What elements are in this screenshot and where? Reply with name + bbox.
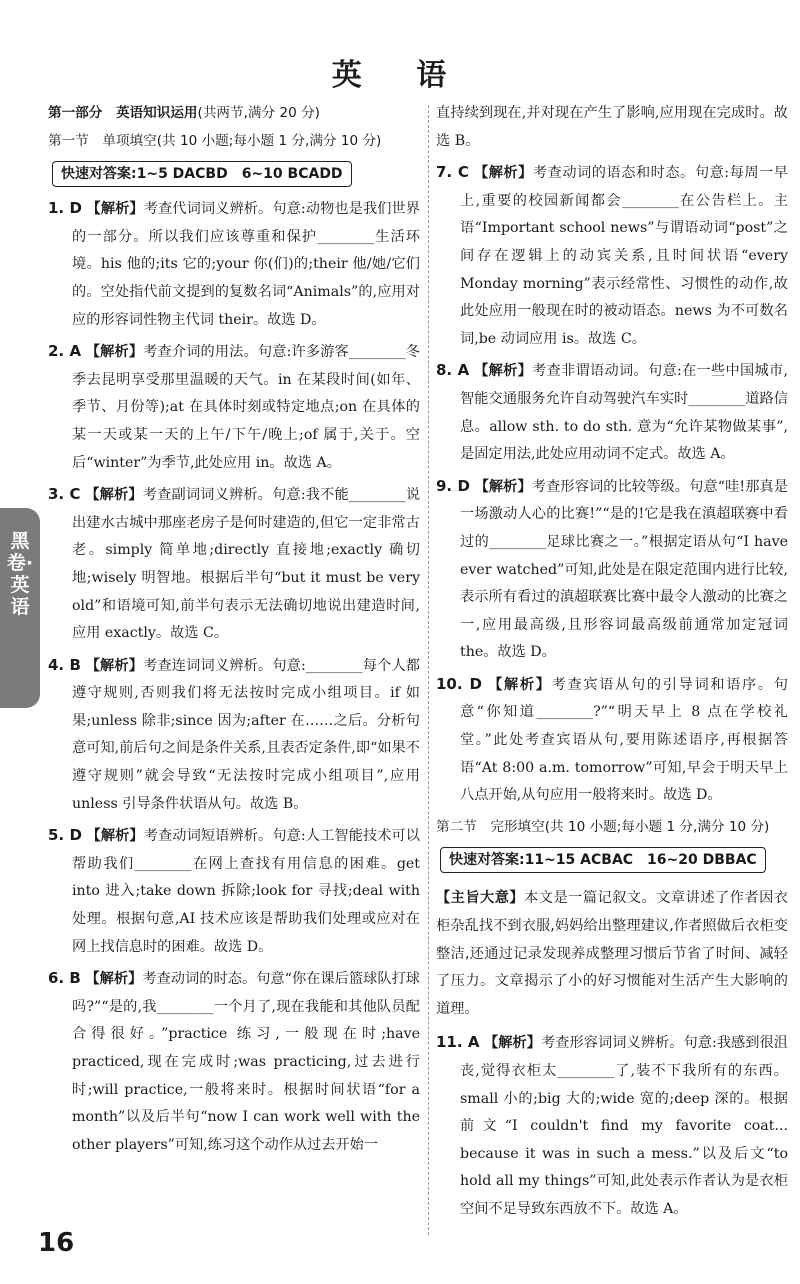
part-heading <box>48 100 420 128</box>
q10-tag: 【解析】 <box>488 676 552 693</box>
question-3 <box>48 481 420 648</box>
part-title: 第一部分 英语知识运用 <box>48 105 198 121</box>
q10-explanation: 考查宾语从句的引导词和语序。句意“你知道________?”“明天早上 8 点在学校礼堂。”此处考查宾语从句,要用陈述语序,再根据答语“At 8:00 a.m. tomorrow”可知,早会于明天早上八点开始,从句应用一般将来时。故选 D。 <box>460 676 788 804</box>
main-idea <box>436 885 788 1023</box>
q7-tag: 【解析】 <box>473 165 533 182</box>
page-title: 英 语 <box>331 58 469 93</box>
q3-explanation: 考查副词词义辨析。句意:我不能________说出建水古城中那座老房子是何时建造的,但它一定非常古老。simply 简单地;directly 直接地;exactly 确切地;wisely 明智地。根据后半句“but it must be very old”和语境可知,前半句表示无法确切地说出建造时间,应用 exactly。故选 C。 <box>72 487 421 642</box>
q11-tag: 【解析】 <box>484 1035 542 1052</box>
question-1 <box>48 195 420 334</box>
section1-heading <box>48 128 420 156</box>
q11-explanation: 考查形容词词义辨析。句意:我感到很沮丧,觉得衣柜太________了,装不下我所有的东西。small 小的;big 大的;wide 宽的;deep 深的。根据前文“I couldn't find my favorite coat... because it was in such a mess.”以及后文“to hold all my things”可知,此处表示作者认为是衣柜空间不足导致东西放不下。故选 A。 <box>460 1035 788 1217</box>
side-tab-label: 黑卷·英语 <box>6 530 34 618</box>
q8-number: 8. A <box>436 361 470 380</box>
q5-tag: 【解析】 <box>86 828 144 845</box>
right-column <box>436 100 788 1228</box>
question-7 <box>436 159 788 353</box>
q6-explanation: 考查动词的时态。句意“你在课后篮球队打球吗?”“是的,我________一个月了,现在我能和其他队员配合得很好。”practice 练习,一般现在时;have practiced,现在完成时;was practicing,过去进行时;will practice,一般将来时。根据时间状语“for a month”以及后半句“now I can work well with the other players”可知,练习这个动作从过去开始一 <box>72 971 420 1153</box>
part-note: (共两节,满分 20 分) <box>197 105 320 121</box>
q3-number: 3. C <box>48 485 81 504</box>
page-number: 16 <box>38 1228 75 1258</box>
section1-title: 第一节 单项填空 <box>48 132 157 149</box>
q8-tag: 【解析】 <box>474 363 533 380</box>
quick-answers-2: 快速对答案:11~15 ACBAC 16~20 DBBAC <box>440 847 766 873</box>
q2-tag: 【解析】 <box>85 344 144 361</box>
left-column <box>48 100 420 1163</box>
q2-explanation: 考查介词的用法。句意:许多游客________冬季去昆明享受那里温暖的天气。in 在某段时间(如年、季节、月份等);at 在具体时刻或特定地点;on 在具体的某一天或某一天的上午/下午/晚上;of 属于,关于。空后“winter”为季节,此处应用 in。故选 A。 <box>72 344 420 471</box>
question-10 <box>436 671 788 810</box>
q8-explanation: 考查非谓语动词。句意:在一些中国城市,智能交通服务允许自动驾驶汽车实时________道路信息。allow sth. to do sth. 意为“允许某物做某事”,是固定用法,此处应用动词不定式。故选 A。 <box>460 363 789 463</box>
main-idea-text: 本文是一篇记叙文。文章讲述了作者因衣柜杂乱找不到衣服,妈妈给出整理建议,作者照做后衣柜变整洁,还通过记录发现养成整理习惯后节省了时间、减轻了压力。文章揭示了小的好习惯能对生活产生大影响的道理。 <box>436 890 788 1017</box>
q4-number: 4. B <box>48 655 81 674</box>
q6-tag: 【解析】 <box>85 971 143 988</box>
column-divider <box>428 105 429 1235</box>
quick-answers-1: 快速对答案:1~5 DACBD 6~10 BCADD <box>52 161 352 187</box>
q1-number: 1. D <box>48 199 82 218</box>
q4-explanation: 考查连词词义辨析。句意:________每个人都遵守规则,否则我们将无法按时完成小组项目。if 如果;unless 除非;since 因为;after 在……之后。分析句意可知,前后句之间是条件关系,且表否定条件,即“如果不遵守规则”就会导致“无法按时完成小组项目”,应用 unless 引导条件状语从句。故选 B。 <box>72 657 420 812</box>
q10-number: 10. D <box>436 674 482 693</box>
question-9 <box>436 473 788 667</box>
section2-note: (共 10 小题;每小题 1 分,满分 10 分) <box>544 818 770 835</box>
q3-tag: 【解析】 <box>85 487 143 504</box>
question-4 <box>48 652 420 819</box>
q7-explanation: 考查动词的语态和时态。句意:每周一早上,重要的校园新闻都会________在公告栏上。主语“Important school news”与谓语动词“post”之间存在逻辑上的动宾关系,且时间状语“every Monday morning”表示经常性、习惯性的动作,故此处应用一般现在时的被动语态。news 为不可数名词,be 动词应用 is。故选 C。 <box>460 165 788 347</box>
section1-note: (共 10 小题;每小题 1 分,满分 10 分) <box>156 132 382 149</box>
section2-heading <box>436 814 788 842</box>
q7-number: 7. C <box>436 163 469 182</box>
q1-explanation: 考查代词词义辨析。句意:动物也是我们世界的一部分。所以我们应该尊重和保护________生活环境。his 他的;its 它的;your 你(们)的;their 他/她/它们的。空处指代前文提到的复数名词“Animals”的,应用对应的形容词性物主代词 their。故选 D。 <box>72 201 420 328</box>
question-8 <box>436 357 788 468</box>
q4-tag: 【解析】 <box>85 657 144 674</box>
question-11 <box>436 1029 788 1223</box>
q5-explanation: 考查动词短语辨析。句意:人工智能技术可以帮助我们________在网上查找有用信息的困难。get into 进入;take down 拆除;look for 寻找;deal with 处理。根据句意,AI 技术应该是帮助我们处理或应对在网上找信息时的困难。故选 D。 <box>72 828 420 955</box>
section2-title: 第二节 完形填空 <box>436 818 545 835</box>
question-5 <box>48 822 420 961</box>
question-6 <box>48 965 420 1159</box>
q9-tag: 【解析】 <box>474 478 532 495</box>
q6-continuation: 直持续到现在,并对现在产生了影响,应用现在完成时。故选 B。 <box>436 105 788 149</box>
q5-number: 5. D <box>48 826 82 845</box>
q11-number: 11. A <box>436 1033 480 1052</box>
q2-number: 2. A <box>48 342 82 361</box>
q1-tag: 【解析】 <box>86 201 144 218</box>
question-2 <box>48 338 420 477</box>
main-idea-tag: 【主旨大意】 <box>436 890 525 907</box>
q6-number: 6. B <box>48 969 81 988</box>
q9-explanation: 考查形容词的比较等级。句意“哇!那真是一场激动人心的比赛!”“是的!它是我在滇超联赛中看过的________足球比赛之一。”根据定语从句“I have ever watched”可知,此处是在限定范围内进行比较,表示所有看过的滇超联赛比赛中最令人激动的比赛之一,应用最高级,且形容词最高级前通常加定冠词 the。故选 D。 <box>460 478 788 661</box>
q9-number: 9. D <box>436 476 470 495</box>
